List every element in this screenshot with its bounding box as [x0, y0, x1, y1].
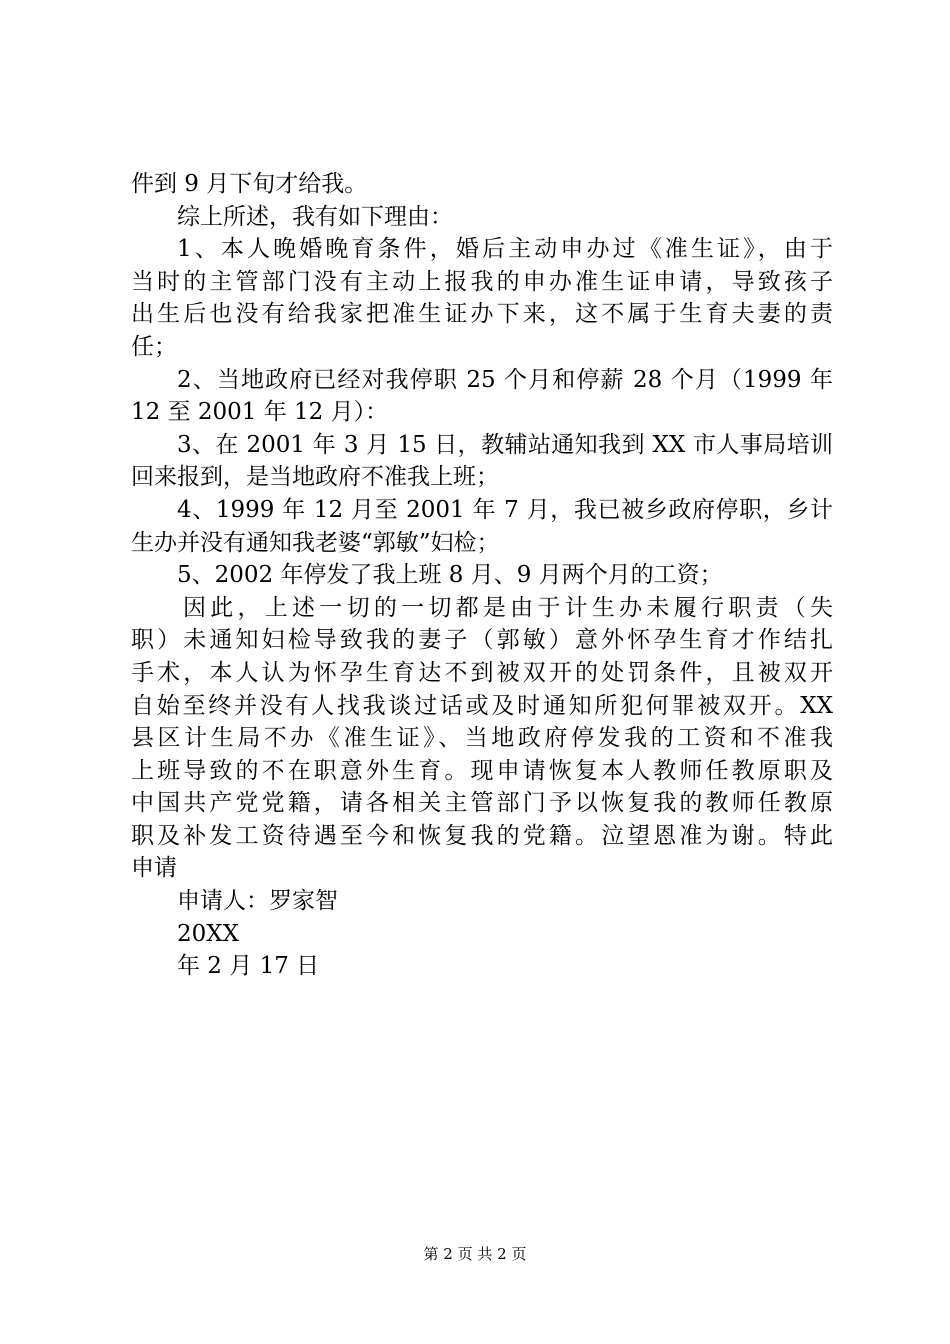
- signature-date: 年 2 月 17 日: [177, 953, 320, 980]
- text-line: 出生后也没有给我家把准生证办下来，这不属于生育夫妻的责: [131, 301, 833, 328]
- text-line: 上班导致的不在职意外生育。现申请恢复本人教师任教原职及: [131, 757, 833, 784]
- text-line: 职）未通知妇检导致我的妻子（郭敏）意外怀孕生育才作结扎: [131, 627, 833, 654]
- text-line: 当时的主管部门没有主动上报我的申办准生证申请，导致孩子: [131, 268, 833, 295]
- text-line: 1、本人晚婚晚育条件，婚后主动申办过《准生证》，由于: [177, 236, 833, 263]
- text-line: 12 至 2001 年 12 月）：: [131, 399, 389, 426]
- signature-year: 20XX: [177, 920, 240, 947]
- text-line: 综上所述，我有如下理由：: [177, 203, 453, 230]
- text-line: 回来报到，是当地政府不准我上班；: [131, 464, 499, 491]
- text-line: 自始至终并没有人找我谈过话或及时通知所犯何罪被双开。XX: [131, 692, 833, 719]
- text-line: 因此，上述一切的一切都是由于计生办未履行职责（失: [183, 594, 833, 621]
- text-line: 3、在 2001 年 3 月 15 日，教辅站通知我到 XX 市人事局培训: [177, 431, 833, 458]
- text-line: 手术，本人认为怀孕生育达不到被双开的处罚条件，且被双开: [131, 659, 833, 686]
- text-line: 中国共产党党籍，请各相关主管部门予以恢复我的教师任教原: [131, 790, 833, 817]
- text-line: 生办并没有通知我老婆“郭敏”妇检；: [131, 529, 500, 556]
- text-line: 4、1999 年 12 月至 2001 年 7 月，我已被乡政府停职，乡计: [177, 496, 833, 523]
- text-line: 件到 9 月下旬才给我。: [131, 171, 368, 197]
- signature-applicant: 申请人：罗家智: [177, 888, 338, 915]
- text-line: 5、2002 年停发了我上班 8 月、9 月两个月的工资；: [177, 562, 723, 589]
- page-number-footer: 第 2 页 共 2 页: [423, 1245, 527, 1263]
- text-line: 县区计生局不办《准生证》、当地政府停发我的工资和不准我: [131, 725, 833, 752]
- text-line: 2、当地政府已经对我停职 25 个月和停薪 28 个月（1999 年: [177, 366, 833, 393]
- document-body: [131, 168, 833, 983]
- text-line: 申请: [131, 855, 177, 882]
- text-line: 任；: [131, 333, 177, 360]
- text-line: 职及补发工资待遇至今和恢复我的党籍。泣望恩准为谢。特此: [131, 822, 833, 849]
